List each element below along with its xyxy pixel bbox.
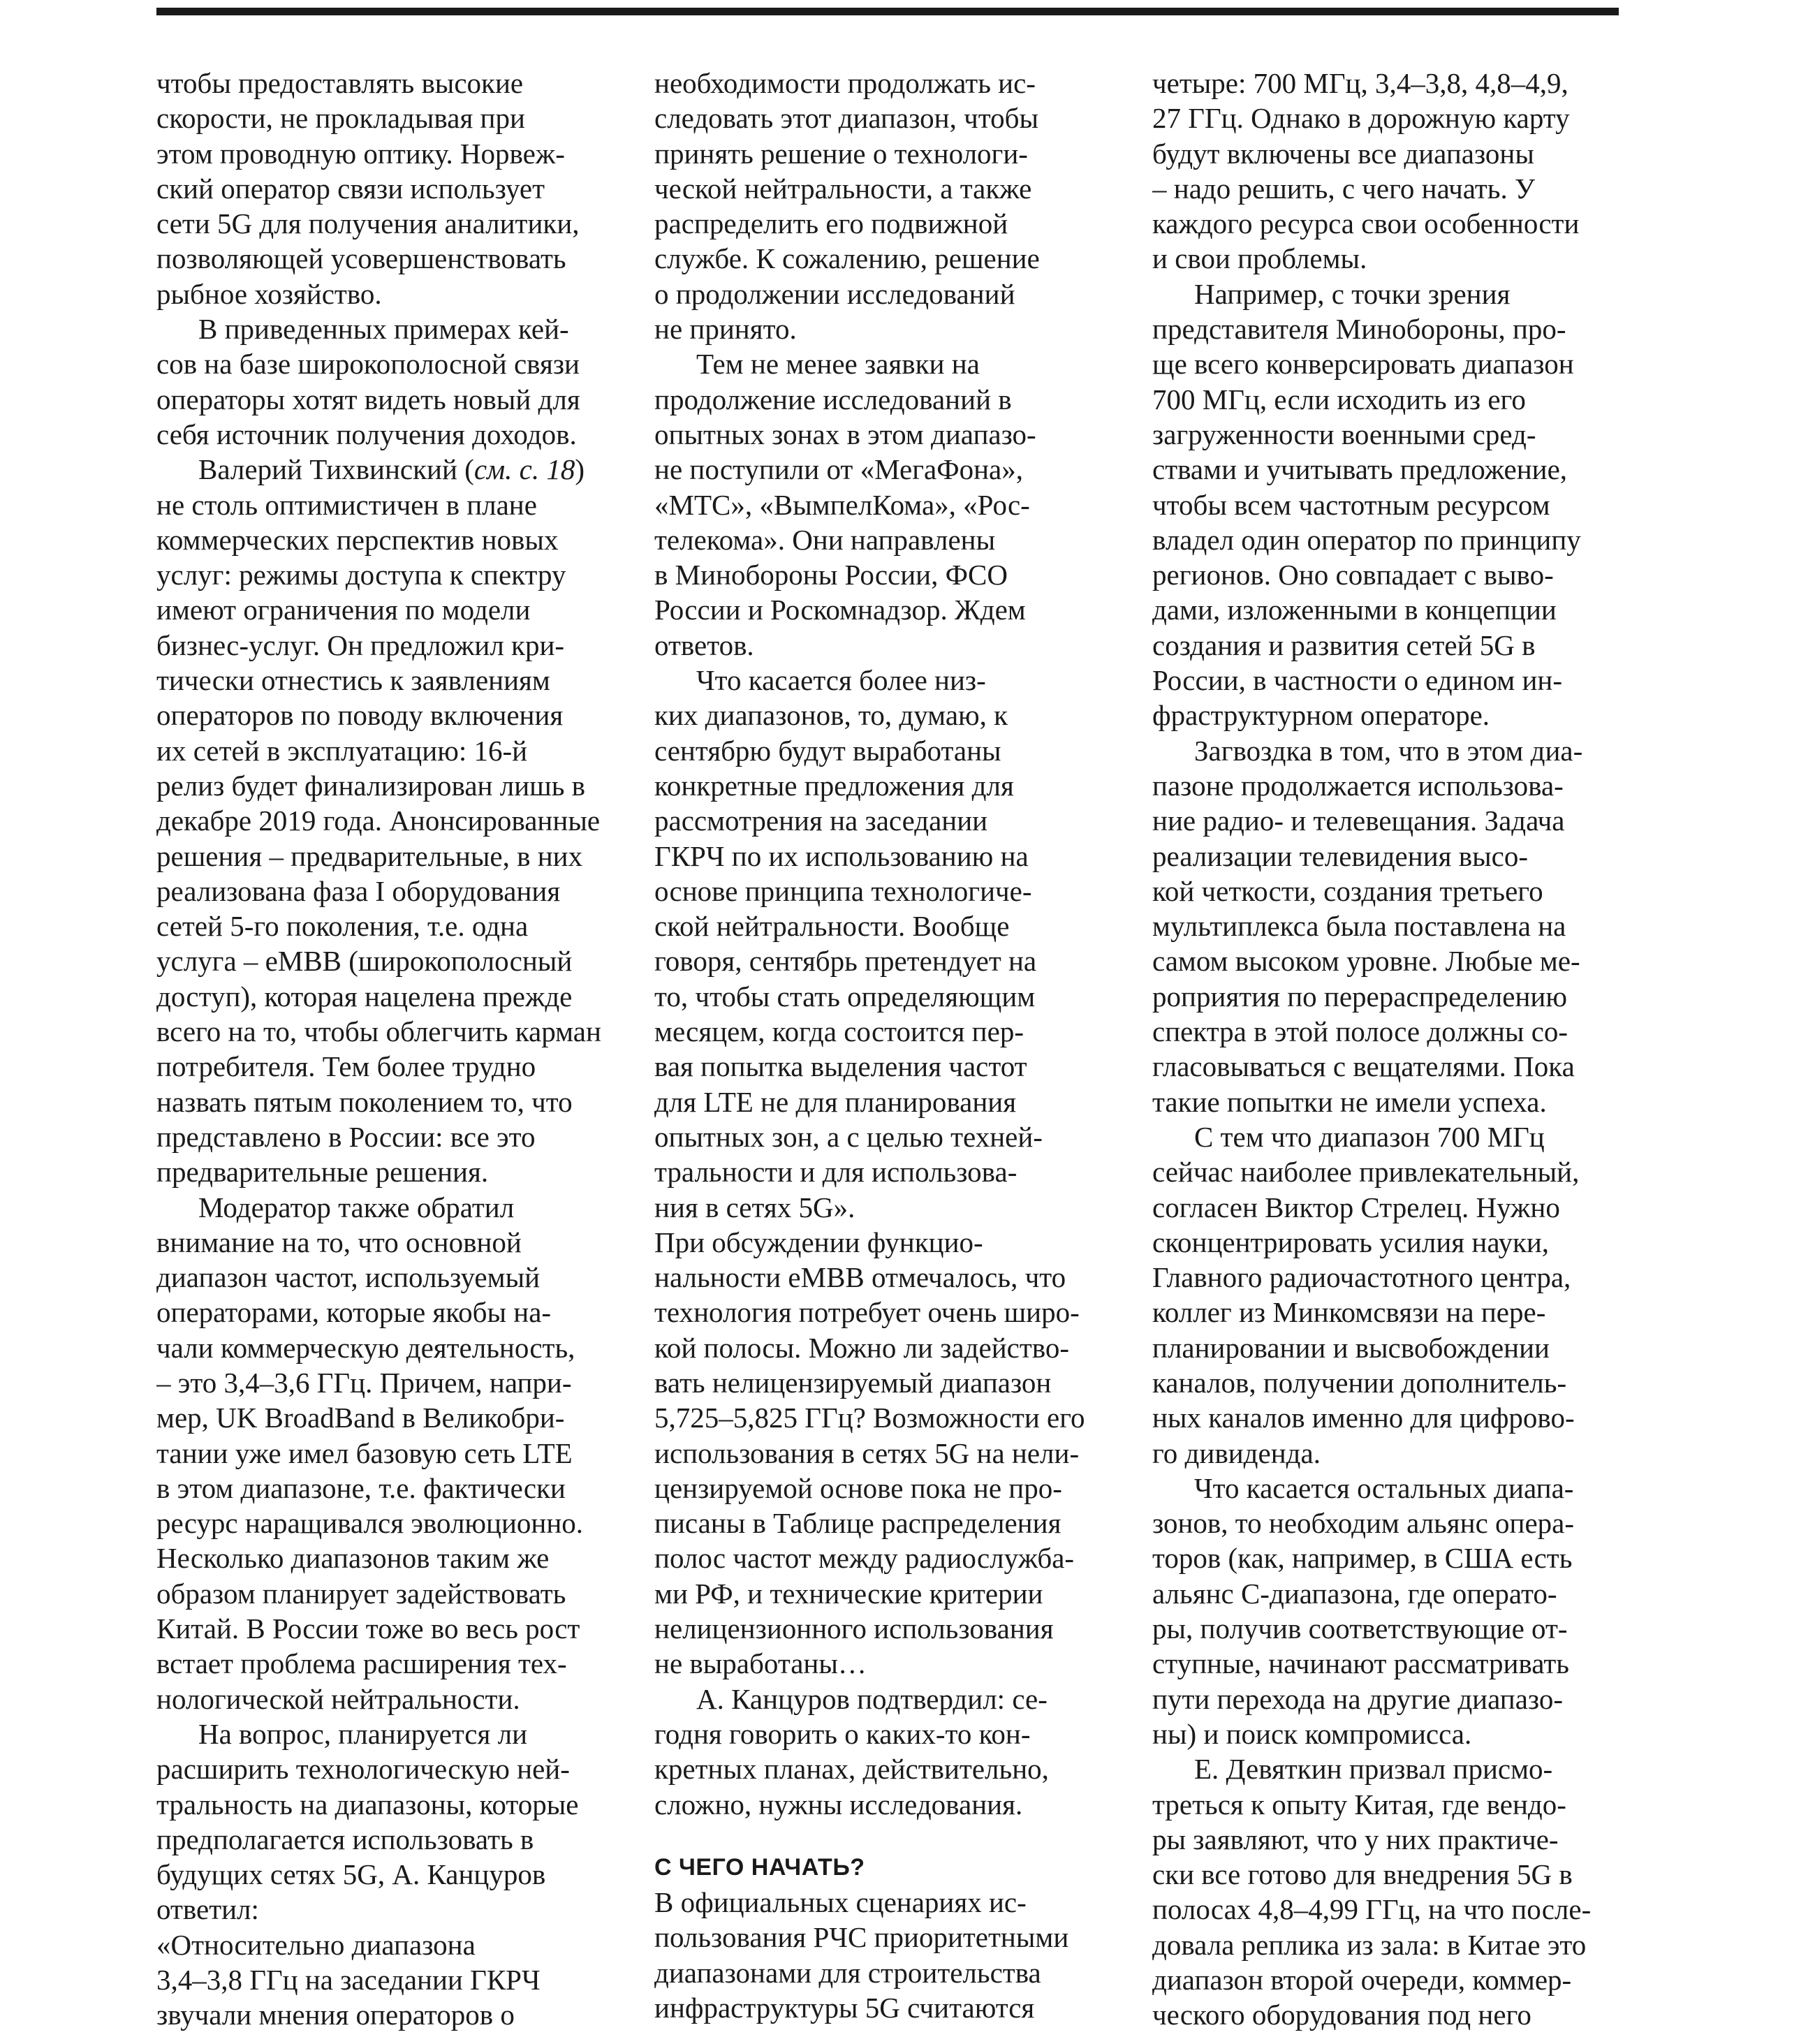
text-line: потребителя. Тем более трудно <box>156 1050 536 1083</box>
paragraph <box>156 452 638 1189</box>
column-3 <box>1152 66 1634 2044</box>
text-line: кретных планах, действительно, <box>654 1753 1049 1786</box>
text-line: такие попытки не имели успеха. <box>1152 1085 1547 1118</box>
paragraph <box>1152 277 1634 733</box>
text-line: Валерий Тихвинский (см. с. 18) <box>198 453 585 486</box>
paragraph <box>654 1885 1136 2025</box>
text-line: Главного радиочастотного центра, <box>1152 1261 1571 1294</box>
text-line: тральность на диапазоны, которые <box>156 1788 579 1821</box>
text-line: роприятия по перераспределению <box>1152 980 1567 1013</box>
text-line: го дивиденда. <box>1152 1436 1321 1469</box>
text-line: операторы хотят видеть новый для <box>156 383 580 416</box>
text-line: ски все готово для внедрения 5G в <box>1152 1858 1573 1891</box>
text-line: операторами, которые якобы на- <box>156 1296 552 1329</box>
text-line: мер, UK BroadBand в Великобри- <box>156 1402 565 1434</box>
text-line: При обсуждении функцио- <box>654 1226 983 1258</box>
text-line: опытных зонах в этом диапазо- <box>654 418 1036 450</box>
text-line: России и Роскомнадзор. Ждем <box>654 594 1026 626</box>
paragraph <box>1152 1751 1634 2032</box>
text-line: службе. К сожалению, решение <box>654 242 1040 275</box>
text-line: в Минобороны России, ФСО <box>654 559 1008 591</box>
text-line: продолжение исследований в <box>654 383 1012 416</box>
paragraph <box>1152 1471 1634 1751</box>
text-line: услуга – eMBB (широкополосный <box>156 945 573 978</box>
text-line: декабре 2019 года. Анонсированные <box>156 804 601 837</box>
text-line: не столь оптимистичен в плане <box>156 488 537 521</box>
text-line: для LTE не для планирования <box>654 1085 1017 1118</box>
text-line: ких диапазонов, то, думаю, к <box>654 699 1008 732</box>
text-line: нологической нейтральности. <box>156 1682 520 1715</box>
text-line: то, чтобы стать определяющим <box>654 980 1036 1013</box>
text-line: позволяющей усовершенствовать <box>156 242 566 275</box>
text-line: имеют ограничения по модели <box>156 594 531 626</box>
text-line: диапазонами для строительства <box>654 1956 1041 1989</box>
text-line: цензируемой основе пока не про- <box>654 1471 1062 1504</box>
text-line: доступ), которая нацелена прежде <box>156 980 573 1013</box>
text-line: владел один оператор по принципу <box>1152 523 1581 556</box>
text-line: необходимости продолжать ис- <box>654 67 1036 99</box>
text-line: технология потребует очень широ- <box>654 1296 1080 1329</box>
text-line: «МТС», «ВымпелКома», «Рос- <box>654 488 1030 521</box>
text-line: диапазон второй очереди, коммер- <box>1152 1964 1572 1997</box>
text-line: С тем что диапазон 700 МГц <box>1194 1120 1545 1153</box>
text-line: реализована фаза I оборудования <box>156 874 561 907</box>
paragraph <box>654 346 1136 663</box>
text-line: пути перехода на другие диапазо- <box>1152 1682 1564 1715</box>
text-line: нальности eMBB отмечалось, что <box>654 1261 1066 1294</box>
text-line: встает проблема расширения тех- <box>156 1647 567 1680</box>
text-line: скорости, не прокладывая при <box>156 102 525 135</box>
text-line: ми РФ, и технические критерии <box>654 1577 1043 1610</box>
text-line: 3,4–3,8 ГГц на заседании ГКРЧ <box>156 1964 541 1997</box>
text-line: Китай. В России тоже во весь рост <box>156 1612 580 1645</box>
text-line: В приведенных примерах кей- <box>198 313 569 346</box>
text-line: чали коммерческую деятельность, <box>156 1331 575 1364</box>
text-line: В официальных сценариях ис- <box>654 1886 1027 1919</box>
text-line: предварительные решения. <box>156 1156 489 1189</box>
paragraph <box>156 1190 638 1716</box>
text-line: опытных зон, а с целью техней- <box>654 1120 1043 1153</box>
text-line: ресурс наращивался эволюционно. <box>156 1507 584 1540</box>
text-line: не принято. <box>654 313 797 346</box>
text-line: 27 ГГц. Однако в дорожную карту <box>1152 102 1570 135</box>
text-line: себя источник получения доходов. <box>156 418 577 450</box>
text-line: ответов. <box>654 628 754 661</box>
text-line: о продолжении исследований <box>654 277 1015 310</box>
text-line: планировании и высвобождении <box>1152 1331 1550 1364</box>
text-line: предполагается использовать в <box>156 1823 534 1855</box>
text-line: писаны в Таблице распределения <box>654 1507 1061 1540</box>
text-line: не выработаны… <box>654 1647 867 1680</box>
text-line: распределить его подвижной <box>654 207 1008 240</box>
text-line: расширить технологическую ней- <box>156 1753 570 1786</box>
text-line: сети 5G для получения аналитики, <box>156 207 580 240</box>
text-line: ны) и поиск компромисса. <box>1152 1717 1472 1750</box>
text-line: основе принципа технологиче- <box>654 874 1032 907</box>
text-line: ский оператор связи использует <box>156 172 545 205</box>
text-line: этом проводную оптику. Норвеж- <box>156 137 565 170</box>
text-line: ступные, начинают рассматривать <box>1152 1647 1569 1680</box>
top-rule <box>156 8 1619 15</box>
text-line: фраструктурном операторе. <box>1152 699 1490 732</box>
text-line: Тем не менее заявки на <box>696 348 980 381</box>
text-line: ствами и учитывать предложение, <box>1152 453 1568 486</box>
text-line: сконцентрировать усилия науки, <box>1152 1226 1550 1258</box>
column-2 <box>654 66 1136 2044</box>
text-line: рассмотрения на заседании <box>654 804 988 837</box>
text-line: вая попытка выделения частот <box>654 1050 1027 1083</box>
text-line: 5,725–5,825 ГГц? Возможности его <box>654 1402 1085 1434</box>
paragraph <box>156 1927 638 2033</box>
text-line: реализации телевидения высо- <box>1152 839 1529 872</box>
text-line: инфраструктуры 5G считаются <box>654 1992 1035 2024</box>
text-line: полосах 4,8–4,99 ГГц, на что после- <box>1152 1893 1592 1926</box>
paragraph <box>156 1716 638 1927</box>
text-line: четыре: 700 МГц, 3,4–3,8, 4,8–4,9, <box>1152 67 1568 99</box>
text-line: и свои проблемы. <box>1152 242 1367 275</box>
text-line: говоря, сентябрь претендует на <box>654 945 1037 978</box>
text-line: бизнес-услуг. Он предложил кри- <box>156 628 565 661</box>
text-line: коммерческих перспектив новых <box>156 523 559 556</box>
text-line: каждого ресурса свои особенности <box>1152 207 1580 240</box>
text-line: ще всего конверсировать диапазон <box>1152 348 1574 381</box>
text-line: ния в сетях 5G». <box>654 1191 855 1223</box>
text-line: гласовываться с вещателями. Пока <box>1152 1050 1575 1083</box>
text-line: А. Канцуров подтвердил: се- <box>696 1682 1048 1715</box>
text-line: ческого оборудования под него <box>1152 1999 1531 2031</box>
text-line: не поступили от «МегаФона», <box>654 453 1023 486</box>
text-line: кой полосы. Можно ли задейство- <box>654 1331 1069 1364</box>
text-line: релиз будет финализирован лишь в <box>156 769 586 802</box>
section-heading: С ЧЕГО НАЧАТЬ? <box>654 1853 865 1881</box>
text-line: ской нейтральности. Вообще <box>654 910 1010 943</box>
text-line: создания и развития сетей 5G в <box>1152 628 1536 661</box>
text-line: сентябрю будут выработаны <box>654 734 1001 767</box>
text-line: – это 3,4–3,6 ГГц. Причем, напри- <box>156 1366 572 1399</box>
text-line: ГКРЧ по их использованию на <box>654 839 1029 872</box>
text-line: чтобы всем частотным ресурсом <box>1152 488 1550 521</box>
text-line: согласен Виктор Стрелец. Нужно <box>1152 1191 1560 1223</box>
text-line: рыбное хозяйство. <box>156 277 382 310</box>
text-line: каналов, получении дополнитель- <box>1152 1366 1567 1399</box>
text-line: конкретные предложения для <box>654 769 1014 802</box>
text-line: диапазон частот, используемый <box>156 1261 541 1294</box>
text-line: ние радио- и телевещания. Задача <box>1152 804 1565 837</box>
text-line: представлено в России: все это <box>156 1120 536 1153</box>
paragraph <box>654 1682 1136 1822</box>
text-line: загруженности военными сред- <box>1152 418 1536 450</box>
text-line: сов на базе широкополосной связи <box>156 348 580 381</box>
text-line: 700 МГц, если исходить из его <box>1152 383 1526 416</box>
text-line: решения – предварительные, в них <box>156 839 583 872</box>
text-line: представителя Минобороны, про- <box>1152 313 1566 346</box>
text-line: ответил: <box>156 1893 259 1926</box>
text-line: Например, с точки зрения <box>1194 277 1511 310</box>
text-line: кой четкости, создания третьего <box>1152 874 1543 907</box>
text-line: будущих сетях 5G, А. Канцуров <box>156 1858 546 1891</box>
text-line: Несколько диапазонов таким же <box>156 1542 550 1575</box>
paragraph <box>654 66 1136 346</box>
paragraph <box>654 663 1136 1225</box>
text-line: Что касается более низ- <box>696 664 986 697</box>
text-line: использования в сетях 5G на нели- <box>654 1436 1080 1469</box>
text-line: тании уже имел базовую сеть LTE <box>156 1436 573 1469</box>
text-line: вать нелицензируемый диапазон <box>654 1366 1052 1399</box>
text-line: зонов, то необходим альянс опера- <box>1152 1507 1575 1540</box>
text-line: довала реплика из зала: в Китае это <box>1152 1928 1587 1961</box>
paragraph <box>1152 733 1634 1119</box>
text-line: ческой нейтральности, а также <box>654 172 1032 205</box>
text-line: Е. Девяткин призвал присмо- <box>1194 1753 1553 1786</box>
text-line: звучали мнения операторов о <box>156 1999 515 2031</box>
text-line: всего на то, чтобы облегчить карман <box>156 1015 601 1048</box>
text-line: операторов по поводу включения <box>156 699 564 732</box>
text-line: альянс С-диапазона, где операто- <box>1152 1577 1557 1610</box>
text-line: нелицензионного использования <box>654 1612 1054 1645</box>
text-line: тральности и для использова- <box>654 1156 1017 1189</box>
text-line: Модератор также обратил <box>198 1191 515 1223</box>
paragraph <box>156 311 638 452</box>
text-line: чтобы предоставлять высокие <box>156 67 524 99</box>
paragraph <box>156 66 638 311</box>
text-line: услуг: режимы доступа к спектру <box>156 559 566 591</box>
text-line: пользования РЧС приоритетными <box>654 1921 1069 1954</box>
text-line: спектра в этой полосе должны со- <box>1152 1015 1568 1048</box>
text-line: дами, изложенными в концепции <box>1152 594 1557 626</box>
text-line: ных каналов именно для цифрово- <box>1152 1402 1575 1434</box>
text-line: ры, получив соответствующие от- <box>1152 1612 1568 1645</box>
column-1 <box>156 66 638 2044</box>
text-line: самом высоком уровне. Любые ме- <box>1152 945 1580 978</box>
text-line: коллег из Минкомсвязи на пере- <box>1152 1296 1546 1329</box>
text-line: сейчас наиболее привлекательный, <box>1152 1156 1580 1189</box>
text-line: следовать этот диапазон, чтобы <box>654 102 1038 135</box>
text-line: годня говорить о каких-то кон- <box>654 1717 1031 1750</box>
text-line: России, в частности о едином ин- <box>1152 664 1562 697</box>
text-line: На вопрос, планируется ли <box>198 1717 528 1750</box>
text-line: их сетей в эксплуатацию: 16-й <box>156 734 528 767</box>
text-line: назвать пятым поколением то, что <box>156 1085 573 1118</box>
text-line: образом планирует задействовать <box>156 1577 566 1610</box>
page-reference: см. с. 18 <box>473 453 575 486</box>
paragraph <box>1152 66 1634 277</box>
text-line: ры заявляют, что у них практиче- <box>1152 1823 1559 1855</box>
text-line: тически отнестись к заявлениям <box>156 664 550 697</box>
text-line: полос частот между радиослужба- <box>654 1542 1075 1575</box>
text-line: сложно, нужны исследования. <box>654 1788 1023 1821</box>
text-line: принять решение о технологи- <box>654 137 1028 170</box>
text-line: месяцем, когда состоится пер- <box>654 1015 1024 1048</box>
text-line: Загвоздка в том, что в этом диа- <box>1194 734 1583 767</box>
text-line: сетей 5-го поколения, т.е. одна <box>156 910 529 943</box>
text-line: «Относительно диапазона <box>156 1928 476 1961</box>
text-line: треться к опыту Китая, где вендо- <box>1152 1788 1566 1821</box>
paragraph <box>1152 1119 1634 1471</box>
text-line: регионов. Оно совпадает с выво- <box>1152 559 1554 591</box>
paragraph <box>654 1225 1136 1682</box>
text-line: Что касается остальных диапа- <box>1194 1471 1574 1504</box>
text-line: торов (как, например, в США есть <box>1152 1542 1573 1575</box>
text-line: телекома». Они направлены <box>654 523 996 556</box>
text-line: пазоне продолжается использова- <box>1152 769 1564 802</box>
text-line: мультиплекса была поставлена на <box>1152 910 1566 943</box>
text-line: в этом диапазоне, т.е. фактически <box>156 1471 566 1504</box>
text-line: будут включены все диапазоны <box>1152 137 1534 170</box>
text-line: – надо решить, с чего начать. У <box>1152 172 1536 205</box>
text-line: внимание на то, что основной <box>156 1226 522 1258</box>
